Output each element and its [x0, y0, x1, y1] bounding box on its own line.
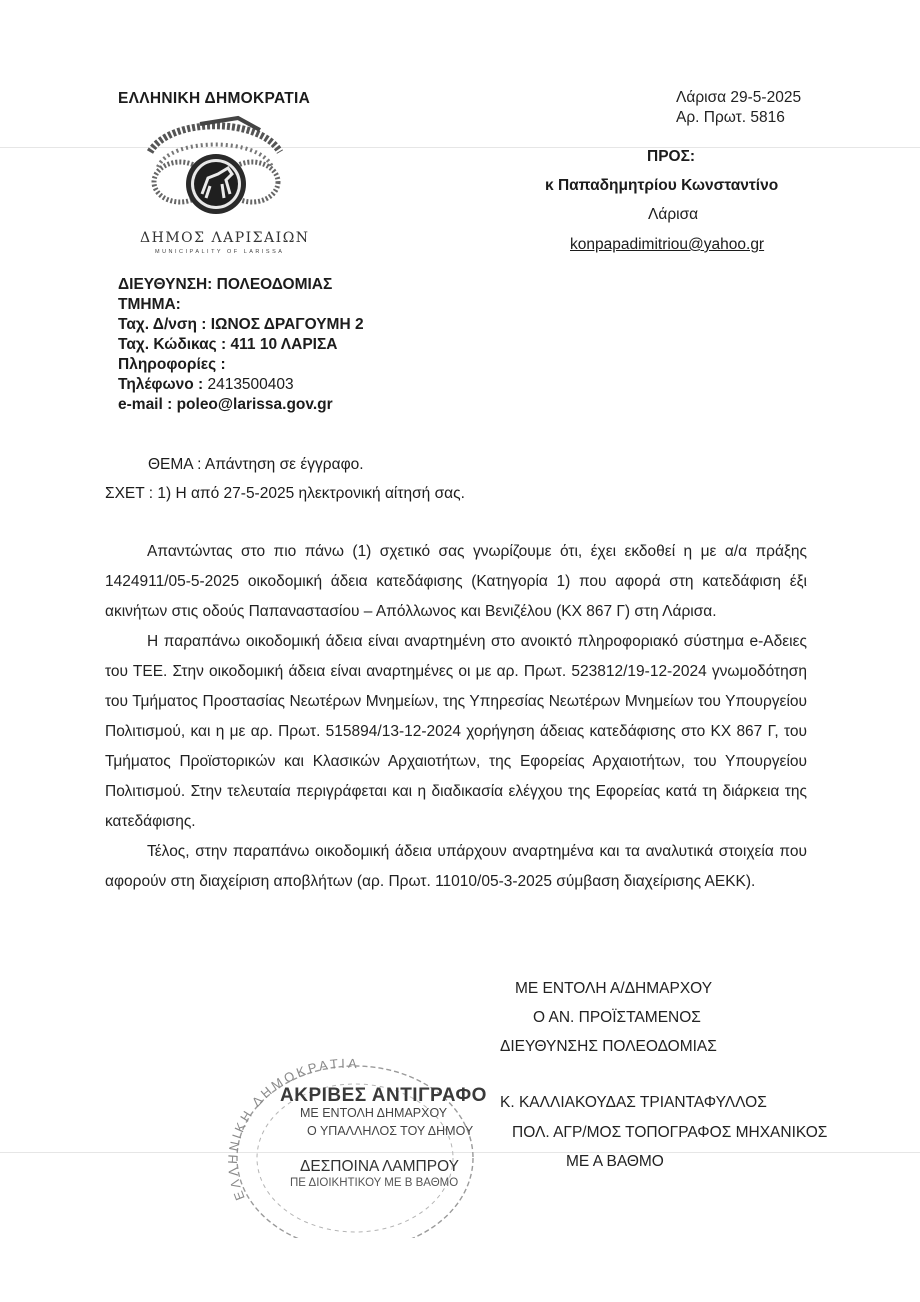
republic-heading: ΕΛΛΗΝΙΚΗ ΔΗΜΟΚΡΑΤΙΑ: [118, 90, 311, 107]
recipient-email-link[interactable]: konpapadimitriou@yahoo.gr: [570, 236, 765, 253]
municipality-emblem-icon: [140, 112, 290, 232]
municipality-name: ΔΗΜΟΣ ΛΑΡΙΣΑΙΩΝ: [140, 230, 310, 246]
protocol-number: Αρ. Πρωτ. 5816: [676, 109, 785, 126]
department-block: [118, 275, 364, 415]
stamp-line-2: Ο ΥΠΑΛΛΗΛΟΣ ΤΟΥ ΔΗΜΟΥ: [307, 1124, 474, 1138]
recipient-name: κ Παπαδημητρίου Κωνσταντίνο: [545, 177, 779, 194]
section-line: ΤΜΗΜΑ:: [118, 296, 181, 313]
stamp-position: ΠΕ ΔΙΟΙΚΗΤΙΚΟΥ ΜΕ Β ΒΑΘΜΟ: [290, 1177, 459, 1189]
signatory-name: Κ. ΚΑΛΛΙΑΚΟΥΔΑΣ ΤΡΙΑΝΤΑΦΥΛΛΟΣ: [500, 1094, 767, 1111]
signatory-title: ΠΟΛ. ΑΓΡ/ΜΟΣ ΤΟΠΟΓΡΑΦΟΣ ΜΗΧΑΝΙΚΟΣ: [512, 1124, 828, 1141]
letter-body: [105, 537, 807, 897]
info-line: Πληροφορίες :: [118, 356, 226, 373]
official-stamp-ring: [205, 1048, 485, 1238]
postal-line: Ταχ. Κώδικας : 411 10 ΛΑΡΙΣΑ: [118, 336, 338, 353]
municipality-name-en: MUNICIPALITY OF LARISSA: [155, 249, 285, 255]
signature-line-3: ΔΙΕΥΘΥΝΣΗΣ ΠΟΛΕΟΔΟΜΙΑΣ: [500, 1038, 717, 1055]
recipient-city: Λάρισα: [648, 206, 699, 223]
recipient-label: ΠΡΟΣ:: [647, 148, 696, 165]
phone-number: 2413500403: [207, 376, 294, 393]
address-line: Ταχ. Δ/νση : ΙΩΝΟΣ ΔΡΑΓΟΥΜΗ 2: [118, 316, 364, 333]
date-protocol-block: [676, 88, 801, 128]
scan-line: [0, 147, 920, 148]
body-paragraph: Η παραπάνω οικοδομική άδεια είναι αναρτημένη στο ανοικτό πληροφοριακό σύστημα e-Αδειες του ΤΕΕ. Στην οικοδομική άδεια είναι αναρτημένες οι με αρ. Πρωτ. 523812/19-12-2024 γνωμοδότηση του Τμήματος Προστασίας Νεωτέρων Μνημείων, της Υπηρεσίας Νεωτέρων Μνημείων του Υπουργείου Πολιτισμού, και η με αρ. Πρωτ. 515894/13-12-2024 χορήγηση άδειας κατεδάφισης στο ΚΧ 867 Γ, του Τμήματος Προϊστορικών και Κλασικών Αρχαιοτήτων, της Εφορείας Αρχαιοτήτων, του Υπουργείου Πολιτισμού. Στην τελευταία περιγράφεται και η διαδικασία ελέγχου της Εφορείας κατά τη διάρκεια της κατεδάφισης.: [105, 633, 807, 830]
stamp-ring-text: ΕΛΛΗΝΙΚΗ ΔΗΜΟΚΡΑΤΙΑ: [224, 1055, 361, 1203]
body-paragraph: Απαντώντας στο πιο πάνω (1) σχετικό σας γνωρίζουμε ότι, έχει εκδοθεί η με α/α πράξης 1424911/05-5-2025 οικοδομική άδεια κατεδάφισης (Κατηγορία 1) που αφορά στη κατεδάφιση έξι ακινήτων στις οδούς Παπαναστασίου – Απόλλωνος και Βενιζέλου (ΚΧ 867 Γ) στη Λάρισα.: [105, 543, 807, 620]
phone-line: [118, 375, 364, 395]
stamp-name: ΔΕΣΠΟΙΝΑ ΛΑΜΠΡΟΥ: [300, 1158, 459, 1175]
body-paragraph: Τέλος, στην παραπάνω οικοδομική άδεια υπάρχουν αναρτημένα και τα αναλυτικά στοιχεία που αφορούν στη διαχείριση αποβλήτων (αρ. Πρωτ. 11010/05-3-2025 σύμβαση διαχείρισης ΑΕΚΚ).: [105, 843, 807, 890]
document-date: Λάρισα 29-5-2025: [676, 89, 802, 106]
phone-label: Τηλέφωνο :: [118, 376, 208, 393]
signature-line-2: Ο ΑΝ. ΠΡΟΪΣΤΑΜΕΝΟΣ: [533, 1009, 701, 1026]
signature-line-1: ΜΕ ΕΝΤΟΛΗ Α/ΔΗΜΑΡΧΟΥ: [515, 980, 713, 997]
reference-line: ΣΧΕΤ : 1) Η από 27-5-2025 ηλεκτρονική αίτησή σας.: [105, 485, 465, 502]
directorate-line: ΔΙΕΥΘΥΝΣΗ: ΠΟΛΕΟΔΟΜΙΑΣ: [118, 276, 333, 293]
signatory-grade: ΜΕ Α ΒΑΘΜΟ: [566, 1153, 664, 1170]
stamp-title: ΑΚΡΙΒΕΣ ΑΝΤΙΓΡΑΦΟ: [280, 1085, 487, 1106]
stamp-line-1: ΜΕ ΕΝΤΟΛΗ ΔΗΜΑΡΧΟΥ: [300, 1106, 448, 1120]
department-email: e-mail : poleo@larissa.gov.gr: [118, 396, 333, 413]
subject-line: ΘΕΜΑ : Απάντηση σε έγγραφο.: [148, 456, 364, 473]
